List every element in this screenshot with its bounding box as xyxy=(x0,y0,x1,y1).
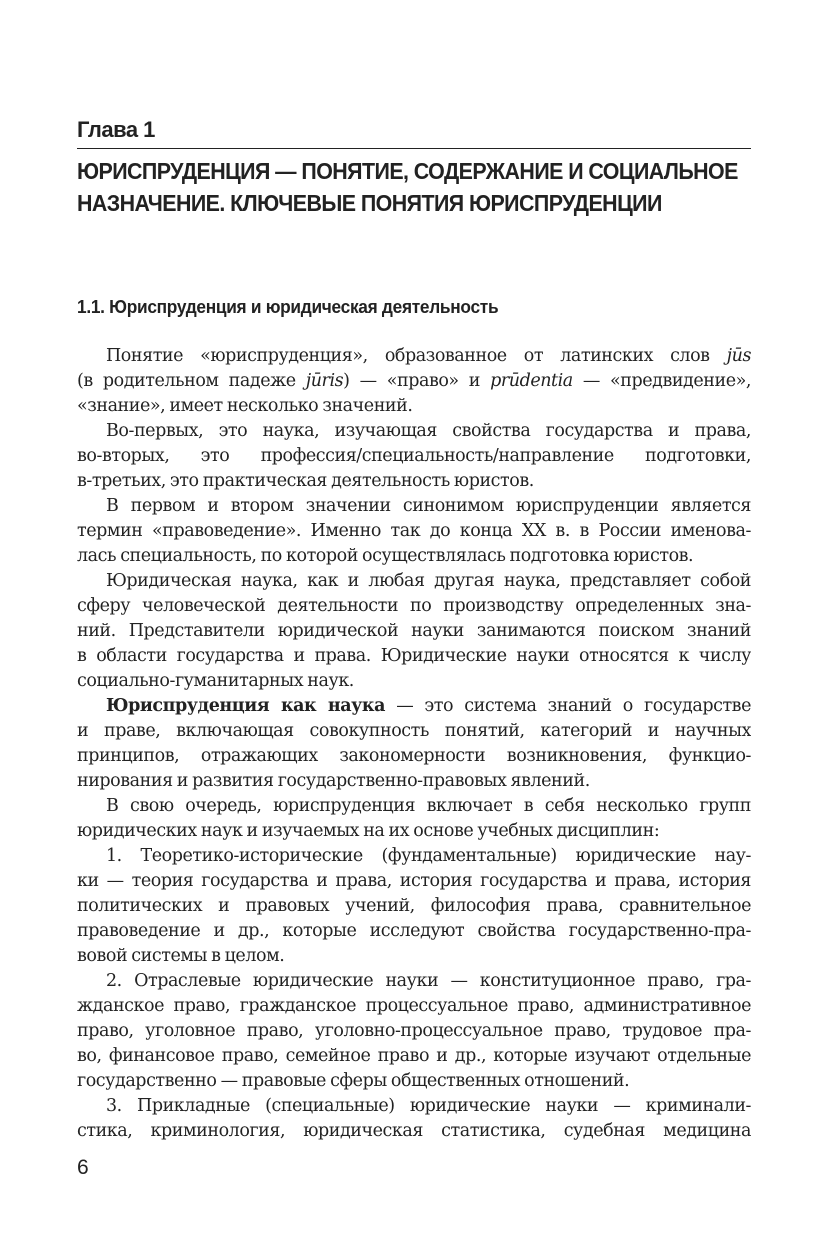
paragraph-line xyxy=(77,969,751,994)
paragraph-line xyxy=(77,869,751,894)
text-run: Юридическая наука, как и любая другая наука, представляет собой xyxy=(106,571,751,591)
paragraph-line xyxy=(77,369,751,394)
paragraph-line xyxy=(77,744,751,769)
paragraph-line xyxy=(77,769,751,794)
paragraph-line xyxy=(77,994,751,1019)
text-run: ) — «право» и xyxy=(343,371,491,391)
paragraph xyxy=(77,344,751,419)
paragraph-line xyxy=(77,394,751,419)
text-run: стика, криминология, юридическая статистика, судебная медицина xyxy=(77,1121,751,1141)
body-text xyxy=(77,344,751,1144)
text-run: и праве, включающая совокупность понятий, категорий и научных xyxy=(77,721,751,741)
text-run: — это система знаний о государстве xyxy=(385,696,751,716)
paragraph-line xyxy=(77,944,751,969)
text-run: Во-первых, это наука, изучающая свойства государства и права, xyxy=(106,421,751,441)
paragraph-line xyxy=(77,719,751,744)
paragraph xyxy=(77,969,751,1094)
text-run: термин «правоведение». Именно так до конца XX в. в России именова- xyxy=(77,521,751,541)
bold-term: Юриспруденция как наука xyxy=(106,696,386,716)
text-run: «знание», имеет несколько значений. xyxy=(77,396,413,416)
text-run: ний. Представители юридической науки занимаются поиском знаний xyxy=(77,621,751,641)
paragraph xyxy=(77,794,751,844)
paragraph-line xyxy=(77,569,751,594)
paragraph xyxy=(77,844,751,969)
text-run: 2. Отраслевые юридические науки — конституционное право, гра- xyxy=(106,971,751,991)
text-run: В первом и втором значении синонимом юриспруденции является xyxy=(106,496,751,516)
paragraph-line xyxy=(77,844,751,869)
chapter-title-line: ЮРИСПРУДЕНЦИЯ — ПОНЯТИЕ, СОДЕРЖАНИЕ И СОЦИАЛЬНОЕ xyxy=(77,158,738,184)
chapter-label: Глава 1 xyxy=(77,117,155,142)
paragraph-line xyxy=(77,419,751,444)
paragraph-line xyxy=(77,544,751,569)
chapter-title-line: НАЗНАЧЕНИЕ. КЛЮЧЕВЫЕ ПОНЯТИЯ ЮРИСПРУДЕНЦИИ xyxy=(77,190,662,216)
text-run: государственно — правовые сферы общественных отношений. xyxy=(77,1071,630,1091)
paragraph-line xyxy=(77,1044,751,1069)
text-run: 1. Теоретико-исторические (фундаментальные) юридические нау- xyxy=(106,846,751,866)
text-run: — «предвидение», xyxy=(572,371,751,391)
text-run: право, уголовное право, уголовно-процессуальное право, трудовое пра- xyxy=(77,1021,751,1041)
page-number: 6 xyxy=(77,1156,89,1179)
paragraph xyxy=(77,569,751,694)
text-run: политических и правовых учений, философия права, сравнительное xyxy=(77,896,751,916)
text-run: принципов, отражающих закономерности возникновения, функцио- xyxy=(77,746,751,766)
text-run: нирования и развития государственно-правовых явлений. xyxy=(77,771,590,791)
paragraph-line xyxy=(77,519,751,544)
paragraph-line xyxy=(77,694,751,719)
paragraph-line xyxy=(77,344,751,369)
paragraph-line xyxy=(77,594,751,619)
paragraph-line xyxy=(77,1119,751,1144)
text-run: ки — теория государства и права, история государства и права, история xyxy=(77,871,751,891)
paragraph-line xyxy=(77,494,751,519)
text-run: вовой системы в целом. xyxy=(77,946,285,966)
latin-term: prūdentia xyxy=(490,371,573,391)
text-run: правоведение и др., которые исследуют свойства государственно-пра- xyxy=(77,921,751,941)
text-run: во, финансовое право, семейное право и др., которые изучают отдельные xyxy=(77,1046,751,1066)
text-run: в-третьих, это практическая деятельность юристов. xyxy=(77,471,534,491)
paragraph xyxy=(77,694,751,794)
paragraph-line xyxy=(77,794,751,819)
text-run: во-вторых, это профессия/специальность/направление подготовки, xyxy=(77,446,751,466)
text-run: юридических наук и изучаемых на их основе учебных дисциплин: xyxy=(77,821,660,841)
paragraph-line xyxy=(77,619,751,644)
text-run: Понятие «юриспруденция», образованное от латинских слов xyxy=(106,346,727,366)
text-run: в области государства и права. Юридические науки относятся к числу xyxy=(77,646,751,666)
paragraph-line xyxy=(77,1094,751,1119)
chapter-divider xyxy=(77,148,751,149)
paragraph-line xyxy=(77,1019,751,1044)
paragraph xyxy=(77,494,751,569)
text-run: лась специальность, по которой осуществлялась подготовка юристов. xyxy=(77,546,694,566)
text-run: жданское право, гражданское процессуальное право, административное xyxy=(77,996,751,1016)
text-run: В свою очередь, юриспруденция включает в себя несколько групп xyxy=(106,796,751,816)
paragraph xyxy=(77,419,751,494)
paragraph-line xyxy=(77,644,751,669)
paragraph-line xyxy=(77,1069,751,1094)
chapter-title xyxy=(77,155,751,219)
text-run: 3. Прикладные (специальные) юридические науки — криминали- xyxy=(106,1096,751,1116)
text-run: сферу человеческой деятельности по производству определенных зна- xyxy=(77,596,751,616)
paragraph-line xyxy=(77,669,751,694)
section-title: 1.1. Юриспруденция и юридическая деятельность xyxy=(77,297,499,317)
text-run: социально-гуманитарных наук. xyxy=(77,671,354,691)
paragraph-line xyxy=(77,819,751,844)
latin-term: jūris xyxy=(305,371,344,391)
paragraph-line xyxy=(77,894,751,919)
paragraph-line xyxy=(77,469,751,494)
paragraph xyxy=(77,1094,751,1144)
paragraph-line xyxy=(77,444,751,469)
text-run: (в родительном падеже xyxy=(77,371,306,391)
latin-term: jūs xyxy=(726,346,751,366)
paragraph-line xyxy=(77,919,751,944)
